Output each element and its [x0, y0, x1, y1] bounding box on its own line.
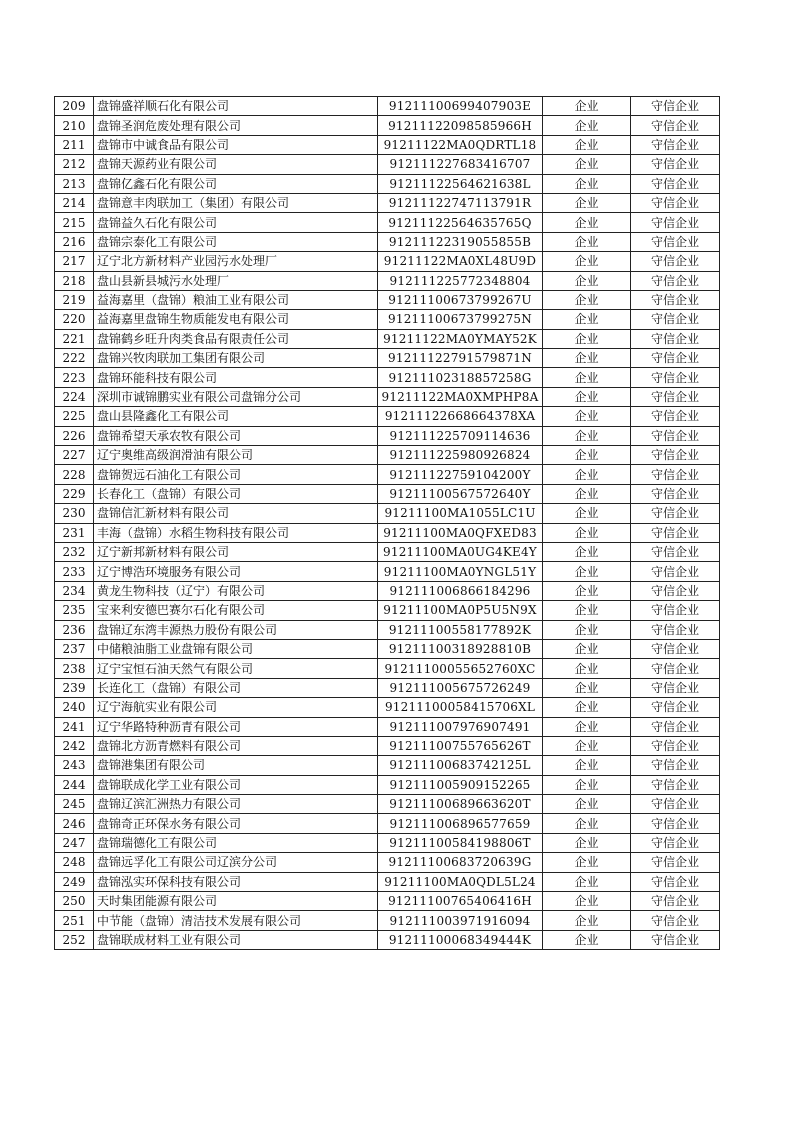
credit-rating: 守信企业	[631, 329, 720, 348]
credit-rating: 守信企业	[631, 639, 720, 658]
credit-code: 912111007976907491	[378, 717, 543, 736]
entity-type: 企业	[543, 407, 631, 426]
credit-code: 91211122791579871N	[378, 349, 543, 368]
row-number: 226	[55, 426, 94, 445]
credit-code: 91211122098585966H	[378, 116, 543, 135]
row-number: 247	[55, 833, 94, 852]
credit-rating: 守信企业	[631, 775, 720, 794]
entity-type: 企业	[543, 252, 631, 271]
company-name: 宝来利安德巴赛尔石化有限公司	[94, 601, 378, 620]
credit-rating: 守信企业	[631, 911, 720, 930]
row-number: 246	[55, 814, 94, 833]
row-number: 237	[55, 639, 94, 658]
row-number: 213	[55, 174, 94, 193]
credit-rating: 守信企业	[631, 562, 720, 581]
credit-rating: 守信企业	[631, 465, 720, 484]
table-row	[55, 407, 720, 426]
row-number: 235	[55, 601, 94, 620]
row-number: 252	[55, 930, 94, 949]
entity-type: 企业	[543, 465, 631, 484]
credit-rating: 守信企业	[631, 368, 720, 387]
table-row	[55, 756, 720, 775]
table-row	[55, 911, 720, 930]
entity-type: 企业	[543, 814, 631, 833]
credit-code: 91211100558177892K	[378, 620, 543, 639]
credit-rating: 守信企业	[631, 795, 720, 814]
credit-rating: 守信企业	[631, 232, 720, 251]
row-number: 231	[55, 523, 94, 542]
company-name: 盘锦圣润危废处理有限公司	[94, 116, 378, 135]
company-name: 盘锦信汇新材料有限公司	[94, 504, 378, 523]
row-number: 249	[55, 872, 94, 891]
table-row	[55, 872, 720, 891]
credit-code: 91211122MA0XMPHP8A	[378, 387, 543, 406]
table-body	[55, 97, 720, 950]
table-row	[55, 542, 720, 561]
company-name: 盘锦瑞德化工有限公司	[94, 833, 378, 852]
row-number: 211	[55, 135, 94, 154]
credit-rating: 守信企业	[631, 930, 720, 949]
credit-code: 91211100MA0QDL5L24	[378, 872, 543, 891]
credit-code: 91211100MA1055LC1U	[378, 504, 543, 523]
row-number: 220	[55, 310, 94, 329]
company-name: 盘锦环能科技有限公司	[94, 368, 378, 387]
row-number: 238	[55, 659, 94, 678]
credit-code: 91211100673799267U	[378, 290, 543, 309]
credit-rating: 守信企业	[631, 581, 720, 600]
company-name: 益海嘉里盘锦生物质能发电有限公司	[94, 310, 378, 329]
credit-rating: 守信企业	[631, 135, 720, 154]
credit-code: 912111005909152265	[378, 775, 543, 794]
row-number: 210	[55, 116, 94, 135]
company-name: 盘山县新县城污水处理厂	[94, 271, 378, 290]
row-number: 236	[55, 620, 94, 639]
credit-code: 91211100683720639G	[378, 853, 543, 872]
table-row	[55, 833, 720, 852]
table-row	[55, 892, 720, 911]
credit-code: 912111225772348804	[378, 271, 543, 290]
row-number: 223	[55, 368, 94, 387]
company-name: 盘锦市中诚食品有限公司	[94, 135, 378, 154]
table-row	[55, 426, 720, 445]
table-row	[55, 310, 720, 329]
entity-type: 企业	[543, 620, 631, 639]
row-number: 217	[55, 252, 94, 271]
row-number: 242	[55, 736, 94, 755]
company-name: 盘锦远孚化工有限公司辽滨分公司	[94, 853, 378, 872]
entity-type: 企业	[543, 795, 631, 814]
credit-rating: 守信企业	[631, 853, 720, 872]
table-row	[55, 736, 720, 755]
credit-code: 91211122759104200Y	[378, 465, 543, 484]
table-row	[55, 349, 720, 368]
credit-rating: 守信企业	[631, 601, 720, 620]
table-row	[55, 523, 720, 542]
entity-type: 企业	[543, 368, 631, 387]
row-number: 248	[55, 853, 94, 872]
entity-type: 企业	[543, 853, 631, 872]
credit-code: 91211100MA0UG4KE4Y	[378, 542, 543, 561]
credit-code: 91211100068349444K	[378, 930, 543, 949]
table-row	[55, 775, 720, 794]
credit-code: 91211100584198806T	[378, 833, 543, 852]
company-name: 盘锦宗泰化工有限公司	[94, 232, 378, 251]
company-name: 辽宁新邦新材料有限公司	[94, 542, 378, 561]
table-row	[55, 97, 720, 116]
row-number: 251	[55, 911, 94, 930]
table-row	[55, 930, 720, 949]
entity-type: 企业	[543, 892, 631, 911]
credit-code: 91211100683742125L	[378, 756, 543, 775]
company-name: 盘锦联成材料工业有限公司	[94, 930, 378, 949]
row-number: 230	[55, 504, 94, 523]
credit-rating: 守信企业	[631, 542, 720, 561]
entity-type: 企业	[543, 446, 631, 465]
row-number: 214	[55, 193, 94, 212]
credit-code: 91211100MA0P5U5N9X	[378, 601, 543, 620]
company-name: 盘锦亿鑫石化有限公司	[94, 174, 378, 193]
credit-rating: 守信企业	[631, 620, 720, 639]
credit-code: 91211100699407903E	[378, 97, 543, 116]
credit-code: 91211100MA0YNGL51Y	[378, 562, 543, 581]
entity-type: 企业	[543, 581, 631, 600]
credit-rating: 守信企业	[631, 659, 720, 678]
table-row	[55, 814, 720, 833]
company-name: 辽宁海航实业有限公司	[94, 698, 378, 717]
credit-code: 91211122319055855B	[378, 232, 543, 251]
entity-type: 企业	[543, 659, 631, 678]
entity-type: 企业	[543, 833, 631, 852]
company-name: 盘锦盛祥顺石化有限公司	[94, 97, 378, 116]
entity-type: 企业	[543, 775, 631, 794]
row-number: 229	[55, 484, 94, 503]
company-name: 深圳市诚锦鹏实业有限公司盘锦分公司	[94, 387, 378, 406]
credit-code: 912111005675726249	[378, 678, 543, 697]
entity-type: 企业	[543, 116, 631, 135]
credit-rating: 守信企业	[631, 698, 720, 717]
table-row	[55, 484, 720, 503]
credit-code: 91211100689663620T	[378, 795, 543, 814]
company-name: 盘锦联成化学工业有限公司	[94, 775, 378, 794]
table-row	[55, 639, 720, 658]
credit-rating: 守信企业	[631, 678, 720, 697]
company-name: 辽宁北方新材料产业园污水处理厂	[94, 252, 378, 271]
company-name: 盘锦兴牧肉联加工集团有限公司	[94, 349, 378, 368]
table-row	[55, 252, 720, 271]
credit-code: 91211122564621638L	[378, 174, 543, 193]
credit-rating: 守信企业	[631, 116, 720, 135]
company-name: 盘锦意丰肉联加工（集团）有限公司	[94, 193, 378, 212]
credit-code: 912111225709114636	[378, 426, 543, 445]
credit-rating: 守信企业	[631, 174, 720, 193]
table-row	[55, 387, 720, 406]
entity-type: 企业	[543, 698, 631, 717]
company-name: 辽宁博浩环境服务有限公司	[94, 562, 378, 581]
company-name: 黄龙生物科技（辽宁）有限公司	[94, 581, 378, 600]
company-name: 长春化工（盘锦）有限公司	[94, 484, 378, 503]
company-name: 盘锦辽东湾丰源热力股份有限公司	[94, 620, 378, 639]
table-row	[55, 368, 720, 387]
credit-rating: 守信企业	[631, 504, 720, 523]
entity-type: 企业	[543, 290, 631, 309]
company-name: 盘锦港集团有限公司	[94, 756, 378, 775]
row-number: 243	[55, 756, 94, 775]
credit-rating: 守信企业	[631, 349, 720, 368]
table-row	[55, 581, 720, 600]
credit-code: 91211100567572640Y	[378, 484, 543, 503]
row-number: 234	[55, 581, 94, 600]
row-number: 218	[55, 271, 94, 290]
table-row	[55, 271, 720, 290]
credit-code: 91211100MA0QFXED83	[378, 523, 543, 542]
entity-type: 企业	[543, 426, 631, 445]
entity-type: 企业	[543, 930, 631, 949]
table-row	[55, 213, 720, 232]
entity-type: 企业	[543, 678, 631, 697]
table-row	[55, 620, 720, 639]
row-number: 225	[55, 407, 94, 426]
row-number: 244	[55, 775, 94, 794]
company-name: 辽宁宝恒石油天然气有限公司	[94, 659, 378, 678]
row-number: 224	[55, 387, 94, 406]
credit-code: 91211100765406416H	[378, 892, 543, 911]
company-name: 益海嘉里（盘锦）粮油工业有限公司	[94, 290, 378, 309]
credit-rating: 守信企业	[631, 717, 720, 736]
company-name: 盘锦鹤乡旺升肉类食品有限责任公司	[94, 329, 378, 348]
row-number: 222	[55, 349, 94, 368]
credit-code: 91211122668664378XA	[378, 407, 543, 426]
entity-type: 企业	[543, 135, 631, 154]
credit-rating: 守信企业	[631, 155, 720, 174]
table-row	[55, 446, 720, 465]
table-row	[55, 678, 720, 697]
row-number: 215	[55, 213, 94, 232]
credit-code: 912111225980926824	[378, 446, 543, 465]
company-name: 盘锦希望天承农牧有限公司	[94, 426, 378, 445]
table-row	[55, 329, 720, 348]
credit-code: 912111006866184296	[378, 581, 543, 600]
enterprise-credit-table	[54, 96, 720, 950]
company-name: 长连化工（盘锦）有限公司	[94, 678, 378, 697]
table-row	[55, 659, 720, 678]
credit-rating: 守信企业	[631, 484, 720, 503]
entity-type: 企业	[543, 756, 631, 775]
credit-code: 91211100755765626T	[378, 736, 543, 755]
entity-type: 企业	[543, 601, 631, 620]
entity-type: 企业	[543, 562, 631, 581]
entity-type: 企业	[543, 329, 631, 348]
credit-rating: 守信企业	[631, 426, 720, 445]
row-number: 241	[55, 717, 94, 736]
row-number: 240	[55, 698, 94, 717]
company-name: 盘锦贺远石油化工有限公司	[94, 465, 378, 484]
credit-code: 91211122MA0QDRTL18	[378, 135, 543, 154]
table-row	[55, 135, 720, 154]
row-number: 212	[55, 155, 94, 174]
credit-rating: 守信企业	[631, 523, 720, 542]
credit-rating: 守信企业	[631, 756, 720, 775]
table-row	[55, 562, 720, 581]
table-row	[55, 601, 720, 620]
credit-rating: 守信企业	[631, 446, 720, 465]
company-name: 辽宁华路特种沥青有限公司	[94, 717, 378, 736]
entity-type: 企业	[543, 310, 631, 329]
entity-type: 企业	[543, 232, 631, 251]
company-name: 中节能（盘锦）清洁技术发展有限公司	[94, 911, 378, 930]
entity-type: 企业	[543, 639, 631, 658]
table-row	[55, 232, 720, 251]
company-name: 盘锦益久石化有限公司	[94, 213, 378, 232]
entity-type: 企业	[543, 717, 631, 736]
table-row	[55, 290, 720, 309]
company-name: 盘锦泓实环保科技有限公司	[94, 872, 378, 891]
credit-code: 91211102318857258G	[378, 368, 543, 387]
entity-type: 企业	[543, 504, 631, 523]
entity-type: 企业	[543, 174, 631, 193]
entity-type: 企业	[543, 97, 631, 116]
company-name: 盘锦天源药业有限公司	[94, 155, 378, 174]
credit-code: 912111006896577659	[378, 814, 543, 833]
credit-code: 912111003971916094	[378, 911, 543, 930]
entity-type: 企业	[543, 387, 631, 406]
table-row	[55, 465, 720, 484]
table-row	[55, 795, 720, 814]
row-number: 245	[55, 795, 94, 814]
table-row	[55, 155, 720, 174]
row-number: 216	[55, 232, 94, 251]
row-number: 227	[55, 446, 94, 465]
credit-code: 91211122747113791R	[378, 193, 543, 212]
row-number: 239	[55, 678, 94, 697]
table-row	[55, 504, 720, 523]
credit-rating: 守信企业	[631, 290, 720, 309]
row-number: 233	[55, 562, 94, 581]
credit-rating: 守信企业	[631, 271, 720, 290]
table-row	[55, 717, 720, 736]
row-number: 232	[55, 542, 94, 561]
credit-rating: 守信企业	[631, 814, 720, 833]
entity-type: 企业	[543, 193, 631, 212]
row-number: 250	[55, 892, 94, 911]
credit-code: 91211100055652760XC	[378, 659, 543, 678]
company-name: 盘锦北方沥青燃料有限公司	[94, 736, 378, 755]
credit-code: 91211122MA0YMAY52K	[378, 329, 543, 348]
credit-rating: 守信企业	[631, 97, 720, 116]
row-number: 221	[55, 329, 94, 348]
table-row	[55, 193, 720, 212]
credit-code: 91211100673799275N	[378, 310, 543, 329]
entity-type: 企业	[543, 484, 631, 503]
entity-type: 企业	[543, 271, 631, 290]
credit-rating: 守信企业	[631, 252, 720, 271]
credit-rating: 守信企业	[631, 407, 720, 426]
entity-type: 企业	[543, 155, 631, 174]
credit-code: 91211100318928810B	[378, 639, 543, 658]
company-name: 中储粮油脂工业盘锦有限公司	[94, 639, 378, 658]
row-number: 209	[55, 97, 94, 116]
entity-type: 企业	[543, 213, 631, 232]
table-row	[55, 853, 720, 872]
credit-rating: 守信企业	[631, 193, 720, 212]
credit-rating: 守信企业	[631, 387, 720, 406]
table-row	[55, 174, 720, 193]
credit-rating: 守信企业	[631, 872, 720, 891]
credit-code: 91211100058415706XL	[378, 698, 543, 717]
entity-type: 企业	[543, 349, 631, 368]
company-name: 天时集团能源有限公司	[94, 892, 378, 911]
company-name: 丰海（盘锦）水稻生物科技有限公司	[94, 523, 378, 542]
company-name: 盘锦奇正环保水务有限公司	[94, 814, 378, 833]
row-number: 228	[55, 465, 94, 484]
credit-rating: 守信企业	[631, 310, 720, 329]
credit-code: 912111227683416707	[378, 155, 543, 174]
credit-rating: 守信企业	[631, 213, 720, 232]
credit-rating: 守信企业	[631, 833, 720, 852]
company-name: 盘锦辽滨汇洲热力有限公司	[94, 795, 378, 814]
entity-type: 企业	[543, 542, 631, 561]
entity-type: 企业	[543, 523, 631, 542]
credit-rating: 守信企业	[631, 736, 720, 755]
company-name: 辽宁奥维高级润滑油有限公司	[94, 446, 378, 465]
entity-type: 企业	[543, 872, 631, 891]
credit-code: 91211122MA0XL48U9D	[378, 252, 543, 271]
table-row	[55, 698, 720, 717]
company-name: 盘山县隆鑫化工有限公司	[94, 407, 378, 426]
credit-code: 91211122564635765Q	[378, 213, 543, 232]
entity-type: 企业	[543, 911, 631, 930]
row-number: 219	[55, 290, 94, 309]
credit-rating: 守信企业	[631, 892, 720, 911]
entity-type: 企业	[543, 736, 631, 755]
table-row	[55, 116, 720, 135]
